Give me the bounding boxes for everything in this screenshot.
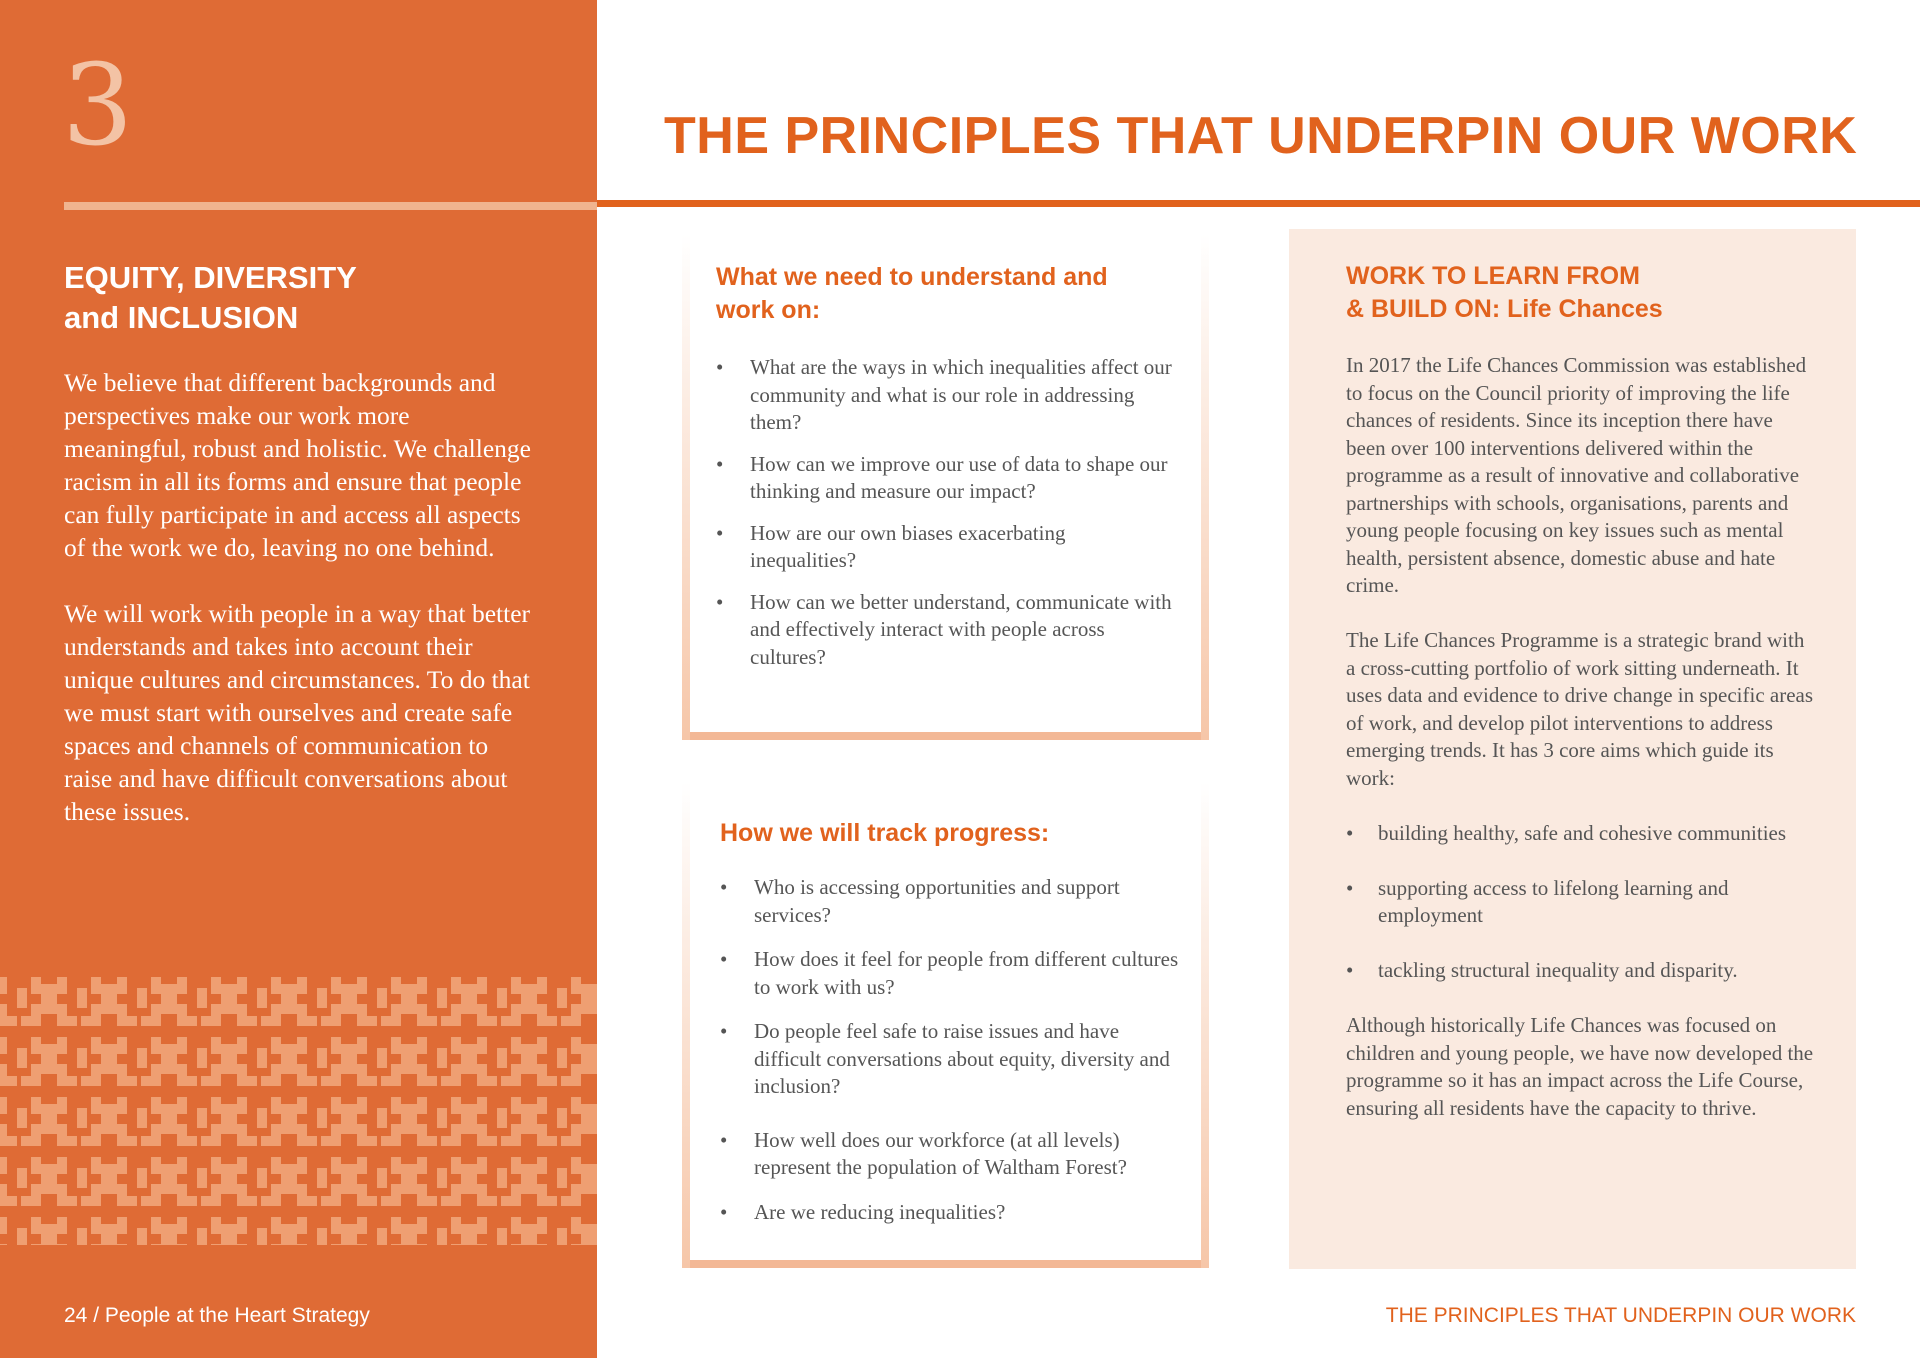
life-chances-body (1346, 352, 1816, 1150)
side-paragraph: In 2017 the Life Chances Commission was established to focus on the Council priority of improving the life chances of residents. Since its inception there have been over 100 interventions delivered within the programme as a result of innovative and collaborative partnerships with schools, organisations, parents and young people focusing on key issues such as mental health, persistent absence, domestic abuse and hate crime. (1346, 353, 1807, 597)
page-footer-left: 24 / People at the Heart Strategy (64, 1304, 370, 1327)
progress-card (682, 782, 1209, 1268)
side-paragraph: Although historically Life Chances was focused on children and young people, we have now developed the programme so it has an impact across the Life Course, ensuring all residents have the capacity to thrive. (1346, 1013, 1814, 1120)
left-body (64, 366, 534, 861)
aims-list (1346, 820, 1816, 985)
decorative-pattern (0, 975, 597, 1245)
list-item: • Are we reducing inequalities? (720, 1199, 1180, 1227)
left-divider (64, 202, 597, 210)
left-heading (64, 258, 357, 338)
list-item: • tackling structural inequality and disparity. (1346, 957, 1816, 985)
side-paragraph: The Life Chances Programme is a strategic brand with a cross-cutting portfolio of work sitting underneath. It uses data and evidence to drive change in specific areas of work, and develop pilot interventions to address emerging trends. It has 3 core aims which guide its work: (1346, 628, 1814, 790)
life-chances-heading-line2: & BUILD ON: Life Chances (1346, 295, 1663, 323)
list-item: • What are the ways in which inequalities affect our community and what is our role in addressing them? (716, 354, 1176, 437)
page-title: THE PRINCIPLES THAT UNDERPIN OUR WORK (664, 107, 1858, 165)
list-item: • Who is accessing opportunities and support services? (720, 874, 1180, 929)
list-item: • How can we improve our use of data to shape our thinking and measure our impact? (716, 451, 1176, 506)
list-item: • building healthy, safe and cohesive communities (1346, 820, 1816, 848)
progress-heading: How we will track progress: (720, 819, 1050, 847)
left-paragraph: We will work with people in a way that better understands and takes into account their unique cultures and circumstances. To do that we must start with ourselves and create safe spaces and channels of communication to raise and have difficult conversations about these issues. (64, 599, 531, 826)
pattern-graphic (0, 975, 597, 1245)
section-number: 3 (62, 41, 134, 171)
list-item: • supporting access to lifelong learning and employment (1346, 875, 1816, 930)
left-paragraph: We believe that different backgrounds and perspectives make our work more meaningful, robust and holistic. We challenge racism in all its forms and ensure that people can fully participate in and access all aspects of the work we do, leaving no one behind. (64, 368, 531, 562)
life-chances-heading-line1: WORK TO LEARN FROM (1346, 262, 1640, 290)
list-item: • Do people feel safe to raise issues and have difficult conversations about equity, diversity and inclusion? (720, 1018, 1180, 1101)
list-item: • How well does our workforce (at all levels) represent the population of Waltham Forest? (720, 1127, 1180, 1182)
list-item: • How does it feel for people from different cultures to work with us? (720, 946, 1180, 1001)
list-item: • How can we better understand, communicate with and effectively interact with people across cultures? (716, 589, 1176, 672)
progress-list (720, 874, 1180, 1243)
understand-list (716, 354, 1176, 685)
understand-card (682, 234, 1209, 740)
left-heading-line1: EQUITY, DIVERSITY (64, 260, 357, 295)
left-heading-line2: and INCLUSION (64, 300, 299, 335)
life-chances-heading (1346, 260, 1806, 326)
left-panel (0, 0, 597, 1358)
life-chances-panel (1289, 229, 1856, 1269)
understand-heading: What we need to understand and work on: (716, 263, 1108, 324)
list-item: • How are our own biases exacerbating inequalities? (716, 520, 1176, 575)
page-footer-right: THE PRINCIPLES THAT UNDERPIN OUR WORK (1385, 1304, 1856, 1327)
title-divider (597, 200, 1920, 207)
